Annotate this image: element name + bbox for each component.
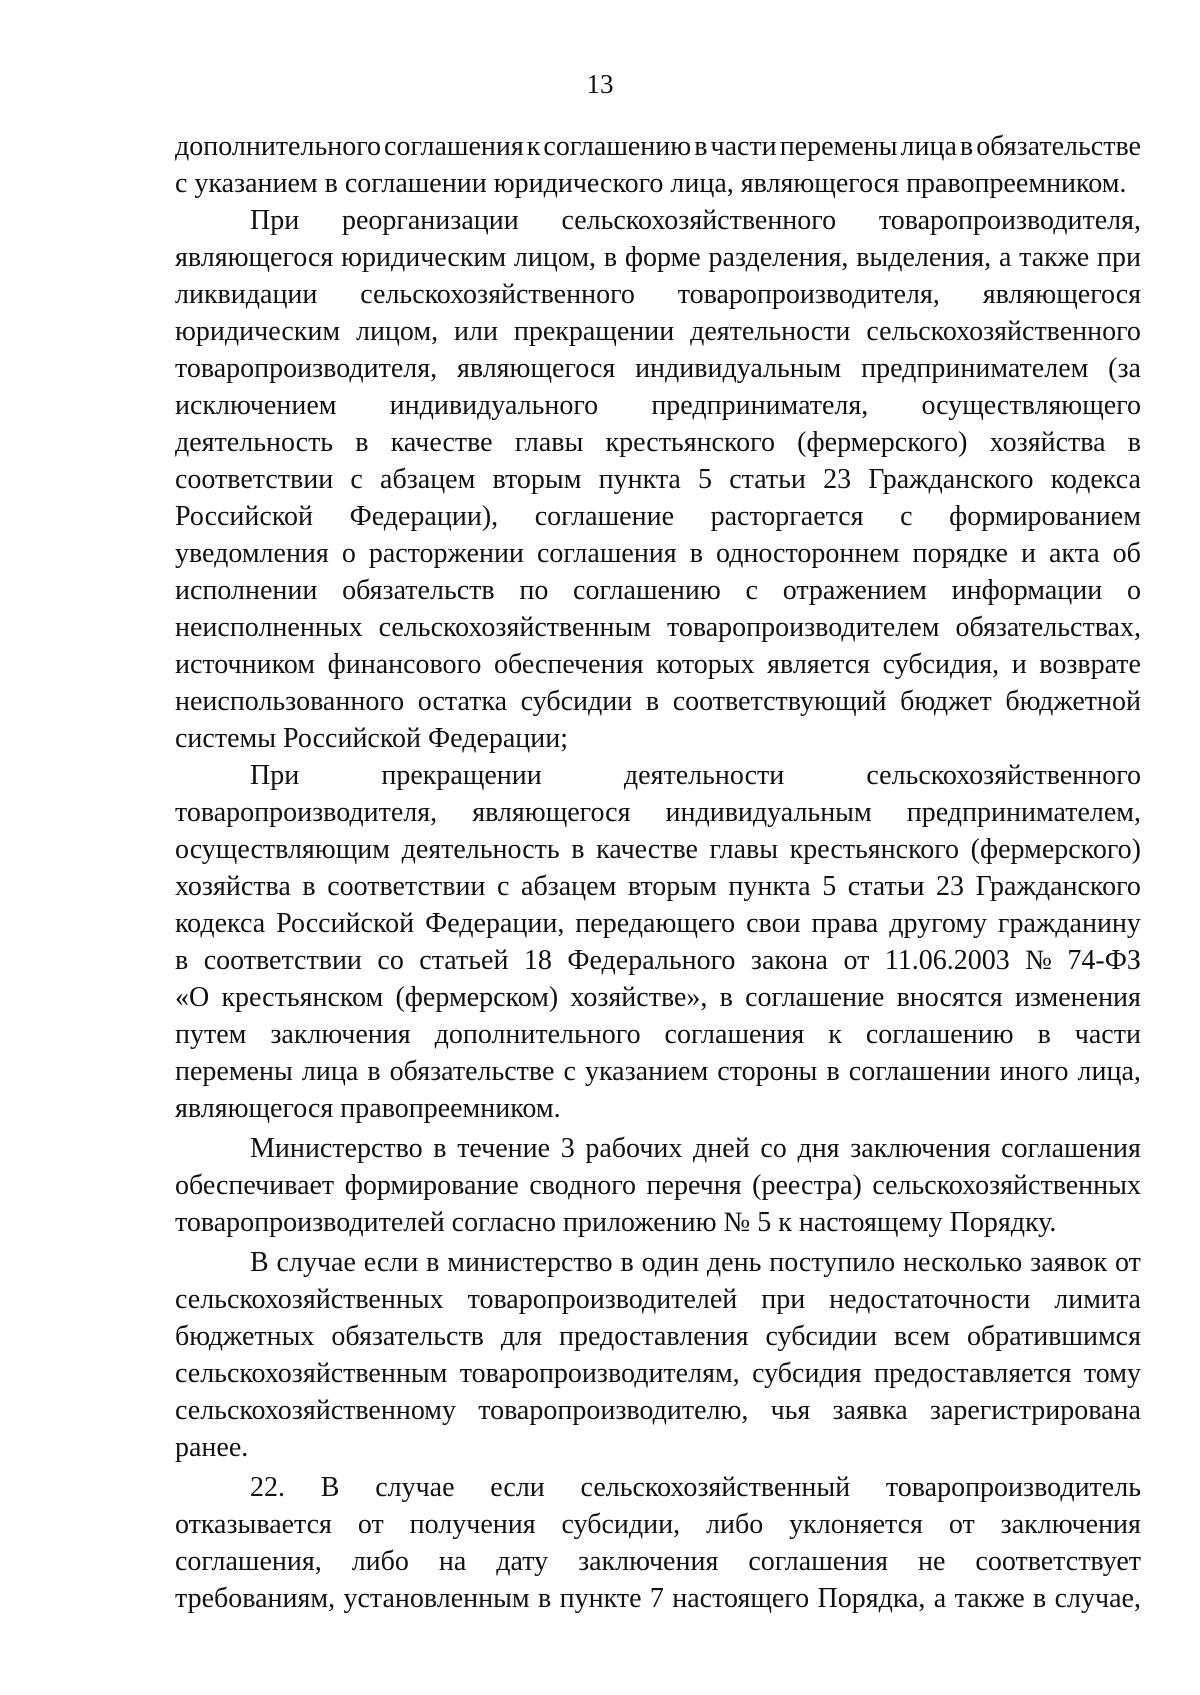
text-line: деятельность в качестве главы крестьянского (фермерского) хозяйства в	[175, 427, 1141, 458]
text-line: дополнительного соглашения к соглашению в части перемены лица в обязательстве	[175, 131, 1141, 162]
text-line: юридическим лицом, или прекращении деятельности сельскохозяйственного	[175, 316, 1141, 347]
text-line: являющегося правопреемником.	[175, 1093, 561, 1124]
text-line: неисполненных сельскохозяйственным товаропроизводителем обязательствах,	[175, 612, 1141, 643]
paragraph-ministry-registry	[175, 1130, 1141, 1241]
paragraph-clause-22	[175, 1469, 1141, 1617]
text-line: системы Российской Федерации;	[175, 723, 569, 754]
text-line: обеспечивает формирование сводного перечня (реестра) сельскохозяйственных	[175, 1170, 1141, 1201]
text-line: являющегося юридическим лицом, в форме разделения, выделения, а также при	[175, 242, 1141, 273]
text-line: в соответствии со статьей 18 Федерального закона от 11.06.2003 № 74-ФЗ	[175, 945, 1141, 976]
text-line: В случае если в министерство в один день поступило несколько заявок от	[250, 1247, 1141, 1278]
text-line: соответствии с абзацем вторым пункта 5 статьи 23 Гражданского кодекса	[175, 464, 1141, 495]
text-line: товаропроизводителя, являющегося индивидуальным предпринимателем (за	[175, 353, 1141, 384]
text-line: ликвидации сельскохозяйственного товаропроизводителя, являющегося	[175, 279, 1141, 310]
text-line: товаропроизводителя, являющегося индивидуальным предпринимателем,	[175, 797, 1141, 828]
text-line: товаропроизводителей согласно приложению № 5 к настоящему Порядку.	[175, 1207, 1057, 1238]
text-line: исполнении обязательств по соглашению с отражением информации о	[175, 575, 1141, 606]
text-line: При прекращении деятельности сельскохозяйственного	[250, 760, 1141, 791]
paragraph-termination	[175, 757, 1141, 1127]
text-line: исключением индивидуального предпринимателя, осуществляющего	[175, 390, 1141, 421]
text-line: неиспользованного остатка субсидии в соответствующий бюджет бюджетной	[175, 686, 1141, 717]
text-line: сельскохозяйственным товаропроизводителям, субсидия предоставляется тому	[175, 1358, 1141, 1389]
text-line: перемены лица в обязательстве с указанием стороны в соглашении иного лица,	[175, 1056, 1141, 1087]
text-line: сельскохозяйственному товаропроизводителю, чья заявка зарегистрирована	[175, 1395, 1141, 1426]
text-line: ранее.	[175, 1432, 249, 1463]
text-line: осуществляющим деятельность в качестве главы крестьянского (фермерского)	[175, 834, 1141, 865]
text-line: путем заключения дополнительного соглашения к соглашению в части	[175, 1019, 1141, 1050]
text-line: кодекса Российской Федерации, передающего свои права другому гражданину	[175, 908, 1141, 939]
paragraph-continuation	[175, 128, 1141, 202]
text-line: соглашения, либо на дату заключения соглашения не соответствует	[175, 1546, 1141, 1577]
text-line: требованиям, установленным в пункте 7 настоящего Порядка, а также в случае,	[175, 1583, 1141, 1614]
text-line: бюджетных обязательств для предоставления субсидии всем обратившимся	[175, 1321, 1141, 1352]
text-line: уведомления о расторжении соглашения в одностороннем порядке и акта об	[175, 538, 1141, 569]
paragraph-reorganization	[175, 202, 1141, 757]
paragraph-multiple-applications	[175, 1244, 1141, 1466]
text-line: Министерство в течение 3 рабочих дней со дня заключения соглашения	[250, 1133, 1141, 1164]
text-line: 22. В случае если сельскохозяйственный товаропроизводитель	[250, 1472, 1141, 1503]
text-line: При реорганизации сельскохозяйственного товаропроизводителя,	[250, 205, 1141, 236]
document-body	[175, 128, 1141, 1617]
text-line: с указанием в соглашении юридического лица, являющегося правопреемником.	[175, 168, 1127, 199]
page-number: 13	[586, 69, 614, 99]
text-line: сельскохозяйственных товаропроизводителей при недостаточности лимита	[175, 1284, 1141, 1315]
text-line: хозяйства в соответствии с абзацем вторым пункта 5 статьи 23 Гражданского	[175, 871, 1141, 902]
text-line: Российской Федерации), соглашение расторгается с формированием	[175, 501, 1141, 532]
text-line: «О крестьянском (фермерском) хозяйстве», в соглашение вносятся изменения	[175, 982, 1141, 1013]
text-line: источником финансового обеспечения которых является субсидия, и возврате	[175, 649, 1141, 680]
text-line: отказывается от получения субсидии, либо уклоняется от заключения	[175, 1509, 1141, 1540]
